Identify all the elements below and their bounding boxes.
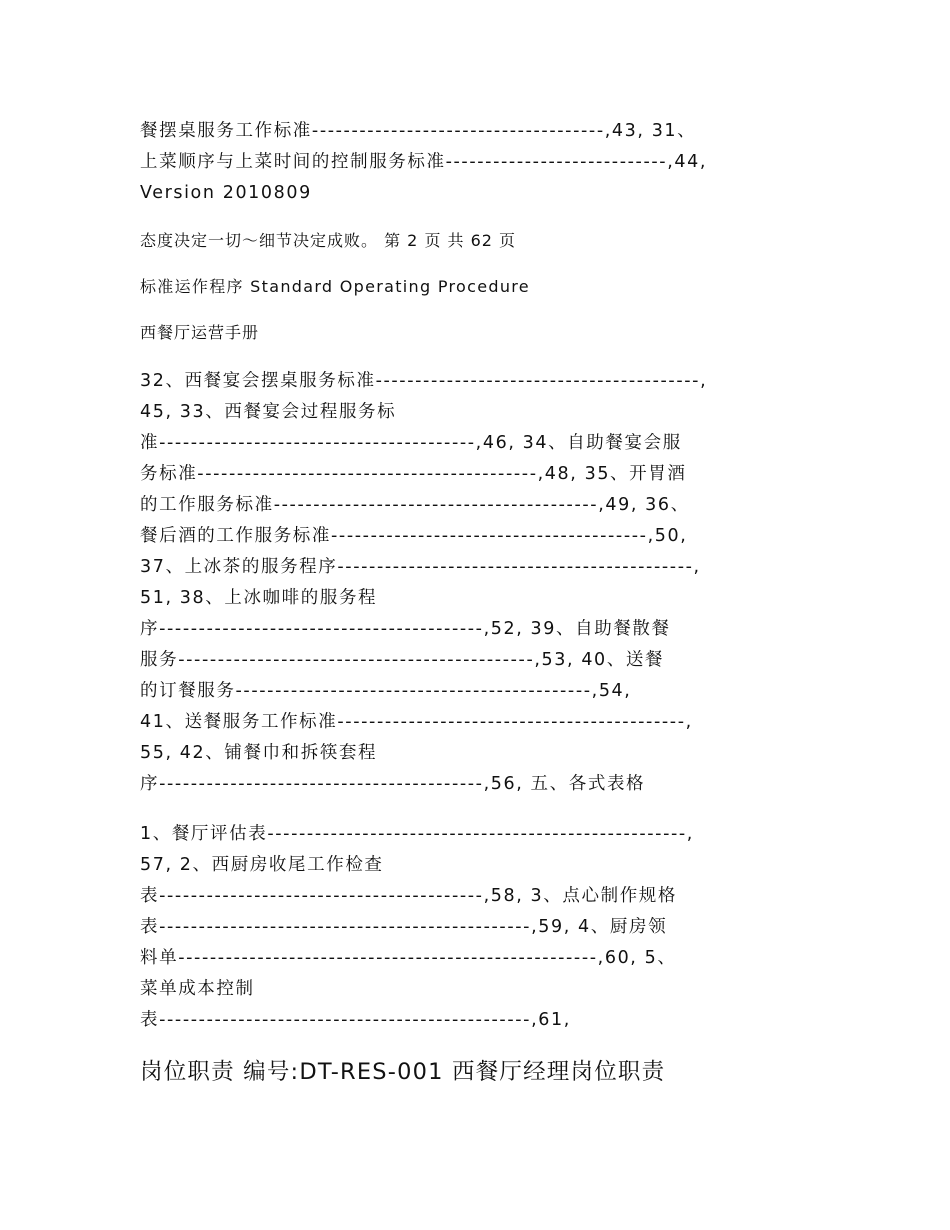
toc-line: 菜单成本控制: [140, 979, 255, 999]
toc-line: 1、餐厅评估表-----------------------------------------------------,: [140, 824, 694, 844]
toc-line: 的订餐服务---------------------------------------------,54,: [140, 681, 632, 701]
toc-line: 的工作服务标准-----------------------------------------,49, 36、: [140, 495, 690, 515]
toc-line: 45, 33、西餐宴会过程服务标: [140, 402, 397, 422]
toc-line: 餐后酒的工作服务标准----------------------------------------,50,: [140, 526, 688, 546]
page-footer: 态度决定一切～细节决定成败。 第 2 页 共 62 页: [140, 231, 517, 250]
toc-line: 41、送餐服务工作标准--------------------------------------------,: [140, 712, 693, 732]
toc-line: 餐摆桌服务工作标准-------------------------------------,43, 31、: [140, 121, 697, 141]
toc-line: 表-----------------------------------------,58, 3、点心制作规格: [140, 886, 677, 906]
toc-line: 表-----------------------------------------------,61,: [140, 1010, 571, 1030]
toc-line: 51, 38、上冰咖啡的服务程: [140, 588, 378, 608]
toc-line: 32、西餐宴会摆桌服务标准-----------------------------------------,: [140, 371, 708, 391]
toc-line: 服务---------------------------------------------,53, 40、送餐: [140, 650, 665, 670]
toc-line: 上菜顺序与上菜时间的控制服务标准----------------------------,44,: [140, 152, 708, 172]
toc-line: 57, 2、西厨房收尾工作检查: [140, 855, 384, 875]
section-heading: 岗位职责 编号:DT-RES-001 西餐厅经理岗位职责: [140, 1059, 666, 1085]
toc-line: 序-----------------------------------------,52, 39、自助餐散餐: [140, 619, 671, 639]
version-line: Version 2010809: [140, 183, 312, 203]
page-header-title: 标准运作程序 Standard Operating Procedure: [140, 277, 530, 296]
toc-line: 表-----------------------------------------------,59, 4、厨房领: [140, 917, 668, 937]
toc-line: 务标准-------------------------------------------,48, 35、开胃酒: [140, 464, 687, 484]
toc-line: 55, 42、铺餐巾和拆筷套程: [140, 743, 378, 763]
manual-title: 西餐厅运营手册: [140, 323, 260, 342]
toc-line: 准----------------------------------------,46, 34、自助餐宴会服: [140, 433, 682, 453]
toc-line: 料单-----------------------------------------------------,60, 5、: [140, 948, 677, 968]
toc-line: 37、上冰茶的服务程序---------------------------------------------,: [140, 557, 701, 577]
toc-line: 序-----------------------------------------,56, 五、各式表格: [140, 774, 646, 794]
